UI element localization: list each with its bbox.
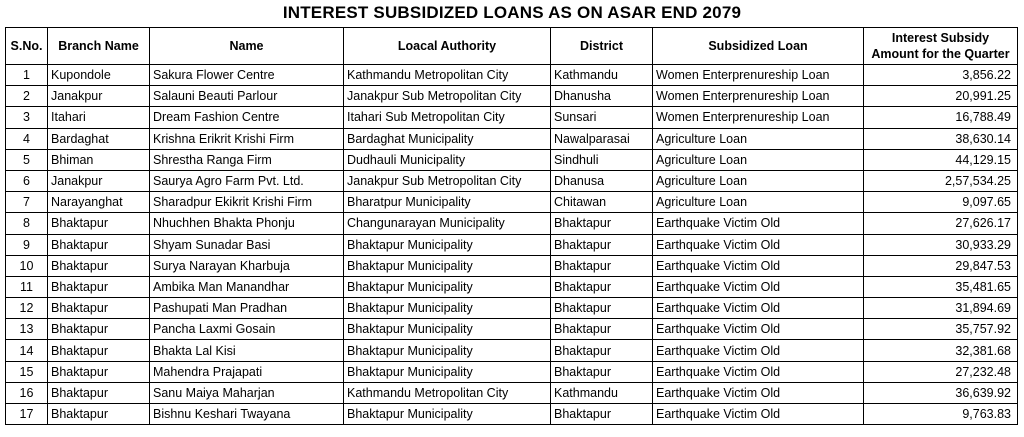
cell-sno: 2 bbox=[6, 86, 48, 107]
cell-subsidized-loan: Agriculture Loan bbox=[653, 149, 864, 170]
cell-local-authority: Kathmandu Metropolitan City bbox=[344, 65, 551, 86]
cell-district: Bhaktapur bbox=[551, 361, 653, 382]
cell-local-authority: Bhaktapur Municipality bbox=[344, 234, 551, 255]
cell-interest-subsidy-amount: 35,481.65 bbox=[864, 276, 1018, 297]
cell-interest-subsidy-amount: 20,991.25 bbox=[864, 86, 1018, 107]
table-row bbox=[6, 382, 1018, 403]
cell-district: Bhaktapur bbox=[551, 255, 653, 276]
cell-local-authority: Bhaktapur Municipality bbox=[344, 340, 551, 361]
table-row bbox=[6, 298, 1018, 319]
cell-local-authority: Bhaktapur Municipality bbox=[344, 361, 551, 382]
cell-subsidized-loan: Earthquake Victim Old bbox=[653, 340, 864, 361]
table-row bbox=[6, 404, 1018, 425]
cell-district: Chitawan bbox=[551, 192, 653, 213]
cell-district: Bhaktapur bbox=[551, 213, 653, 234]
cell-interest-subsidy-amount: 31,894.69 bbox=[864, 298, 1018, 319]
cell-branch-name: Bhaktapur bbox=[48, 213, 150, 234]
table-row bbox=[6, 255, 1018, 276]
cell-sno: 6 bbox=[6, 170, 48, 191]
cell-name: Sharadpur Ekikrit Krishi Firm bbox=[150, 192, 344, 213]
header-branch-name: Branch Name bbox=[48, 28, 150, 65]
cell-branch-name: Bhaktapur bbox=[48, 276, 150, 297]
cell-district: Dhanusha bbox=[551, 86, 653, 107]
cell-sno: 3 bbox=[6, 107, 48, 128]
cell-local-authority: Janakpur Sub Metropolitan City bbox=[344, 170, 551, 191]
cell-subsidized-loan: Women Enterprenureship Loan bbox=[653, 86, 864, 107]
cell-name: Bishnu Keshari Twayana bbox=[150, 404, 344, 425]
cell-sno: 12 bbox=[6, 298, 48, 319]
table-row bbox=[6, 234, 1018, 255]
cell-interest-subsidy-amount: 29,847.53 bbox=[864, 255, 1018, 276]
table-row bbox=[6, 319, 1018, 340]
cell-subsidized-loan: Earthquake Victim Old bbox=[653, 382, 864, 403]
cell-local-authority: Kathmandu Metropolitan City bbox=[344, 382, 551, 403]
cell-local-authority: Bhaktapur Municipality bbox=[344, 276, 551, 297]
table-row bbox=[6, 340, 1018, 361]
cell-branch-name: Bhaktapur bbox=[48, 319, 150, 340]
cell-interest-subsidy-amount: 32,381.68 bbox=[864, 340, 1018, 361]
cell-local-authority: Bardaghat Municipality bbox=[344, 128, 551, 149]
cell-district: Bhaktapur bbox=[551, 276, 653, 297]
cell-sno: 13 bbox=[6, 319, 48, 340]
cell-district: Bhaktapur bbox=[551, 298, 653, 319]
cell-name: Krishna Erikrit Krishi Firm bbox=[150, 128, 344, 149]
header-subsidized-loan: Subsidized Loan bbox=[653, 28, 864, 65]
table-row bbox=[6, 361, 1018, 382]
cell-sno: 11 bbox=[6, 276, 48, 297]
cell-name: Sanu Maiya Maharjan bbox=[150, 382, 344, 403]
cell-district: Sunsari bbox=[551, 107, 653, 128]
cell-district: Bhaktapur bbox=[551, 319, 653, 340]
header-name: Name bbox=[150, 28, 344, 65]
cell-local-authority: Itahari Sub Metropolitan City bbox=[344, 107, 551, 128]
cell-local-authority: Dudhauli Municipality bbox=[344, 149, 551, 170]
cell-branch-name: Bhaktapur bbox=[48, 382, 150, 403]
cell-district: Sindhuli bbox=[551, 149, 653, 170]
table-row bbox=[6, 149, 1018, 170]
cell-interest-subsidy-amount: 27,626.17 bbox=[864, 213, 1018, 234]
cell-sno: 5 bbox=[6, 149, 48, 170]
cell-local-authority: Janakpur Sub Metropolitan City bbox=[344, 86, 551, 107]
cell-name: Shyam Sunadar Basi bbox=[150, 234, 344, 255]
cell-district: Kathmandu bbox=[551, 65, 653, 86]
cell-name: Ambika Man Manandhar bbox=[150, 276, 344, 297]
cell-interest-subsidy-amount: 2,57,534.25 bbox=[864, 170, 1018, 191]
cell-branch-name: Bhaktapur bbox=[48, 361, 150, 382]
cell-name: Pashupati Man Pradhan bbox=[150, 298, 344, 319]
cell-name: Salauni Beauti Parlour bbox=[150, 86, 344, 107]
cell-sno: 7 bbox=[6, 192, 48, 213]
cell-interest-subsidy-amount: 16,788.49 bbox=[864, 107, 1018, 128]
cell-subsidized-loan: Earthquake Victim Old bbox=[653, 319, 864, 340]
cell-subsidized-loan: Agriculture Loan bbox=[653, 170, 864, 191]
cell-name: Saurya Agro Farm Pvt. Ltd. bbox=[150, 170, 344, 191]
table-row bbox=[6, 213, 1018, 234]
cell-name: Surya Narayan Kharbuja bbox=[150, 255, 344, 276]
cell-name: Pancha Laxmi Gosain bbox=[150, 319, 344, 340]
loans-table bbox=[5, 27, 1018, 425]
cell-branch-name: Itahari bbox=[48, 107, 150, 128]
cell-local-authority: Bhaktapur Municipality bbox=[344, 298, 551, 319]
cell-district: Bhaktapur bbox=[551, 404, 653, 425]
cell-interest-subsidy-amount: 27,232.48 bbox=[864, 361, 1018, 382]
cell-branch-name: Bhaktapur bbox=[48, 340, 150, 361]
table-row bbox=[6, 170, 1018, 191]
cell-branch-name: Bhaktapur bbox=[48, 255, 150, 276]
cell-subsidized-loan: Earthquake Victim Old bbox=[653, 361, 864, 382]
table-row bbox=[6, 128, 1018, 149]
cell-branch-name: Bhaktapur bbox=[48, 404, 150, 425]
cell-sno: 4 bbox=[6, 128, 48, 149]
cell-branch-name: Bhaktapur bbox=[48, 298, 150, 319]
cell-local-authority: Changunarayan Municipality bbox=[344, 213, 551, 234]
cell-interest-subsidy-amount: 44,129.15 bbox=[864, 149, 1018, 170]
cell-branch-name: Janakpur bbox=[48, 86, 150, 107]
cell-local-authority: Bhaktapur Municipality bbox=[344, 404, 551, 425]
cell-district: Nawalparasai bbox=[551, 128, 653, 149]
header-sno: S.No. bbox=[6, 28, 48, 65]
cell-local-authority: Bharatpur Municipality bbox=[344, 192, 551, 213]
cell-subsidized-loan: Earthquake Victim Old bbox=[653, 404, 864, 425]
cell-district: Bhaktapur bbox=[551, 234, 653, 255]
cell-interest-subsidy-amount: 3,856.22 bbox=[864, 65, 1018, 86]
table-row bbox=[6, 192, 1018, 213]
cell-subsidized-loan: Earthquake Victim Old bbox=[653, 213, 864, 234]
header-district: District bbox=[551, 28, 653, 65]
table-row bbox=[6, 86, 1018, 107]
table-row bbox=[6, 276, 1018, 297]
cell-subsidized-loan: Earthquake Victim Old bbox=[653, 276, 864, 297]
cell-interest-subsidy-amount: 9,763.83 bbox=[864, 404, 1018, 425]
cell-subsidized-loan: Earthquake Victim Old bbox=[653, 298, 864, 319]
cell-district: Kathmandu bbox=[551, 382, 653, 403]
cell-district: Dhanusa bbox=[551, 170, 653, 191]
cell-sno: 1 bbox=[6, 65, 48, 86]
header-local-authority: Loacal Authority bbox=[344, 28, 551, 65]
cell-subsidized-loan: Earthquake Victim Old bbox=[653, 234, 864, 255]
cell-name: Sakura Flower Centre bbox=[150, 65, 344, 86]
table-row bbox=[6, 65, 1018, 86]
cell-branch-name: Kupondole bbox=[48, 65, 150, 86]
cell-branch-name: Janakpur bbox=[48, 170, 150, 191]
cell-subsidized-loan: Women Enterprenureship Loan bbox=[653, 107, 864, 128]
cell-sno: 8 bbox=[6, 213, 48, 234]
cell-name: Mahendra Prajapati bbox=[150, 361, 344, 382]
cell-interest-subsidy-amount: 9,097.65 bbox=[864, 192, 1018, 213]
cell-subsidized-loan: Earthquake Victim Old bbox=[653, 255, 864, 276]
cell-district: Bhaktapur bbox=[551, 340, 653, 361]
table-header-row bbox=[6, 28, 1018, 65]
cell-sno: 9 bbox=[6, 234, 48, 255]
cell-sno: 10 bbox=[6, 255, 48, 276]
cell-sno: 15 bbox=[6, 361, 48, 382]
cell-interest-subsidy-amount: 36,639.92 bbox=[864, 382, 1018, 403]
cell-local-authority: Bhaktapur Municipality bbox=[344, 319, 551, 340]
cell-branch-name: Bhiman bbox=[48, 149, 150, 170]
cell-branch-name: Narayanghat bbox=[48, 192, 150, 213]
cell-subsidized-loan: Agriculture Loan bbox=[653, 128, 864, 149]
cell-sno: 17 bbox=[6, 404, 48, 425]
cell-interest-subsidy-amount: 38,630.14 bbox=[864, 128, 1018, 149]
header-interest-subsidy-amount: Interest Subsidy Amount for the Quarter bbox=[864, 28, 1018, 65]
table-body bbox=[6, 65, 1018, 425]
cell-sno: 14 bbox=[6, 340, 48, 361]
cell-name: Bhakta Lal Kisi bbox=[150, 340, 344, 361]
page-title: INTEREST SUBSIDIZED LOANS AS ON ASAR END 2079 bbox=[282, 3, 742, 22]
cell-interest-subsidy-amount: 30,933.29 bbox=[864, 234, 1018, 255]
table-row bbox=[6, 107, 1018, 128]
cell-name: Shrestha Ranga Firm bbox=[150, 149, 344, 170]
cell-branch-name: Bhaktapur bbox=[48, 234, 150, 255]
cell-subsidized-loan: Agriculture Loan bbox=[653, 192, 864, 213]
cell-name: Dream Fashion Centre bbox=[150, 107, 344, 128]
cell-interest-subsidy-amount: 35,757.92 bbox=[864, 319, 1018, 340]
cell-branch-name: Bardaghat bbox=[48, 128, 150, 149]
cell-name: Nhuchhen Bhakta Phonju bbox=[150, 213, 344, 234]
cell-sno: 16 bbox=[6, 382, 48, 403]
cell-subsidized-loan: Women Enterprenureship Loan bbox=[653, 65, 864, 86]
cell-local-authority: Bhaktapur Municipality bbox=[344, 255, 551, 276]
